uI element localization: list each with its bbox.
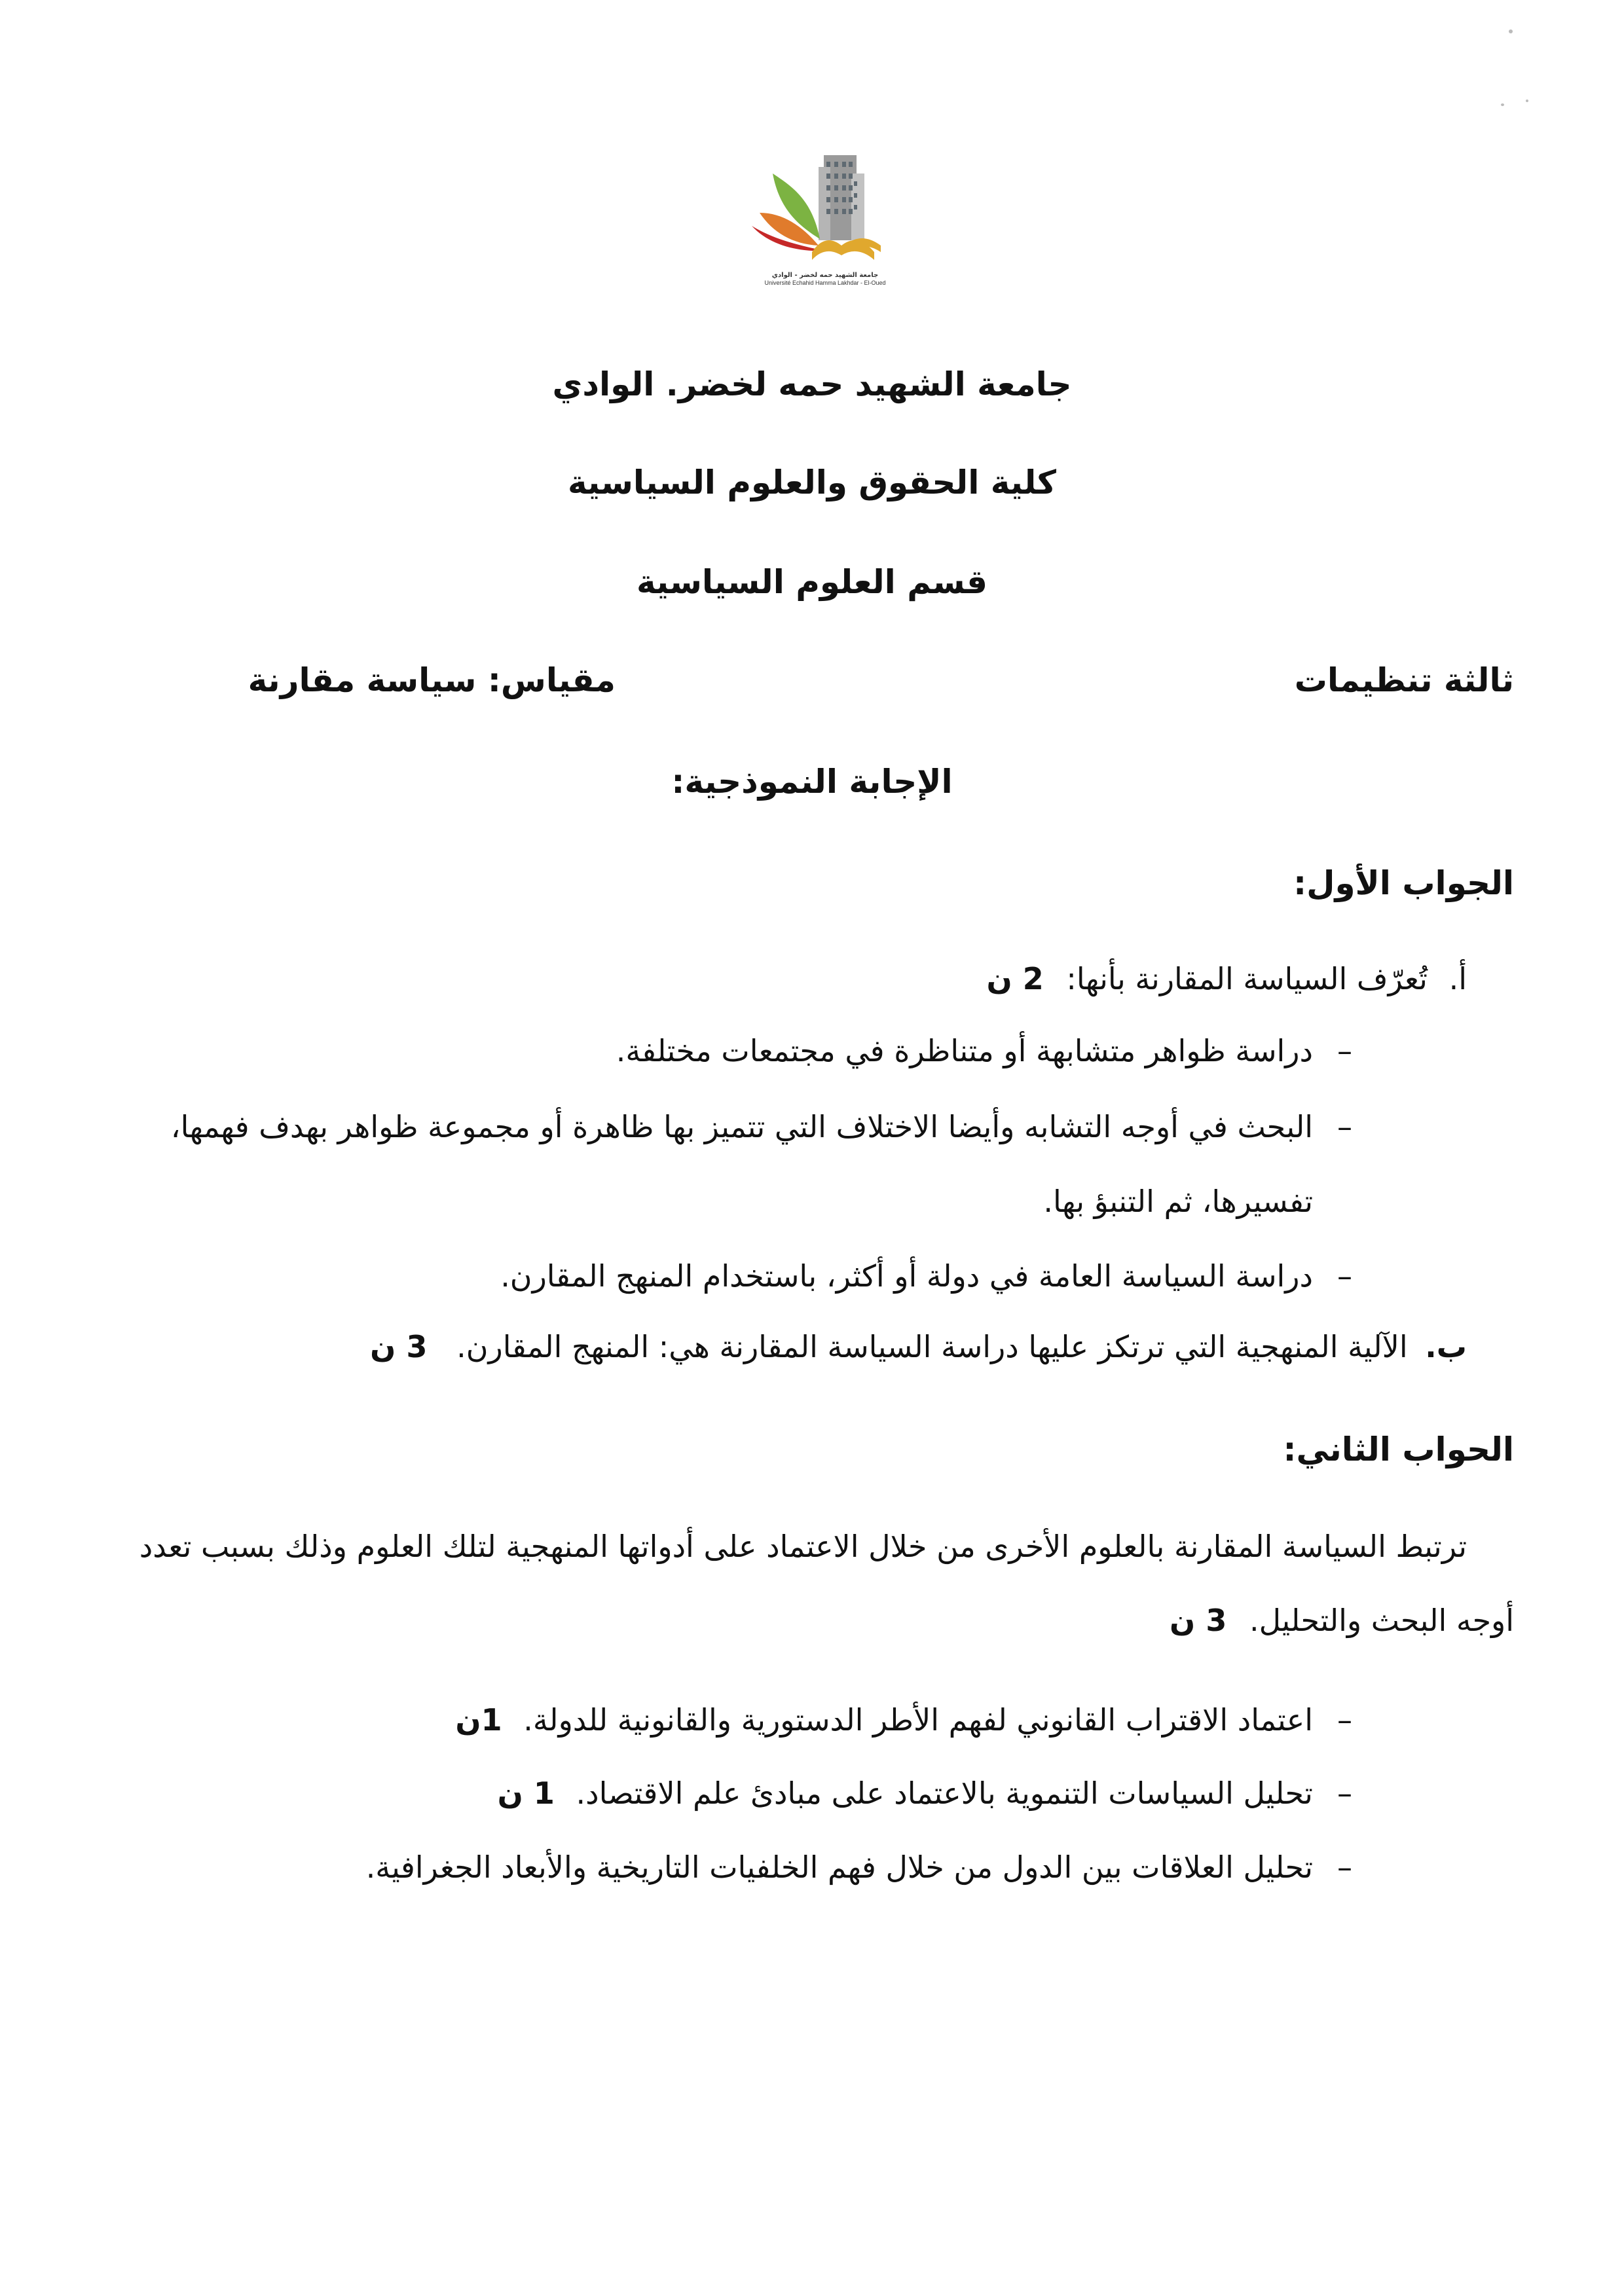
item-a-points: 2 ن — [986, 961, 1044, 996]
answer1-item-b — [370, 1329, 1467, 1365]
bullet-text: تحليل العلاقات بين الدول من خلال فهم الخلفيات التاريخية والأبعاد الجغرافية. — [365, 1850, 1313, 1885]
answer2-bullet-2 — [498, 1776, 1313, 1812]
bullet-dash: – — [1337, 1033, 1352, 1068]
answer1-heading: الجواب الأول: — [1293, 864, 1514, 902]
university-logo — [747, 147, 904, 298]
study-level: ثالثة تنظيمات — [1294, 661, 1514, 699]
university-logo-icon — [747, 147, 904, 272]
bullet-text: تحليل السياسات التنموية بالاعتماد على مبادئ علم الاقتصاد. — [576, 1776, 1313, 1811]
bullet-points: 1 ن — [497, 1776, 555, 1811]
doc-title: الإجابة النموذجية: — [671, 763, 953, 801]
answer2-bullet-3 — [366, 1850, 1313, 1886]
bullet-dash: – — [1337, 1702, 1352, 1738]
logo-caption-latin: Université Echahid Hamma Lakhdar - El-Oued — [764, 280, 886, 286]
para-line2-text: أوجه البحث والتحليل. — [1249, 1603, 1514, 1638]
department-name: قسم العلوم السياسية — [636, 563, 988, 601]
scan-speck — [1501, 103, 1504, 106]
item-b-text: الآلية المنهجية التي ترتكز عليها دراسة السياسة المقارنة هي: المنهج المقارن. — [456, 1329, 1408, 1364]
bullet-dash: – — [1337, 1776, 1352, 1811]
item-b-points: 3 ن — [370, 1329, 428, 1364]
answer2-bullet-1 — [455, 1702, 1313, 1738]
bullet-text: اعتماد الاقتراب القانوني لفهم الأطر الدستورية والقانونية للدولة. — [523, 1702, 1313, 1738]
para-points: 3 ن — [1170, 1603, 1227, 1638]
answer1-bullet-2: البحث في أوجه التشابه وأيضا الاختلاف التي تتميز بها ظاهرة أو مجموعة ظواهر بهدف فهمها، — [170, 1109, 1313, 1144]
course-name: مقياس: سياسة مقارنة — [248, 661, 616, 699]
answer2-heading: الحواب الثاني: — [1283, 1430, 1514, 1468]
bullet-dash: – — [1337, 1850, 1352, 1885]
bullet-points: 1ن — [455, 1702, 502, 1738]
bullet-dash: – — [1337, 1109, 1352, 1144]
scan-speck — [1526, 100, 1528, 102]
answer2-paragraph-line1: ترتبط السياسة المقارنة بالعلوم الأخرى من خلال الاعتماد على أدواتها المنهجية لتلك العلوم وذلك بسبب تعدد — [139, 1529, 1467, 1564]
item-b-marker: ب. — [1425, 1329, 1467, 1364]
answer1-bullet-1: دراسة ظواهر متشابهة أو متناظرة في مجتمعات مختلفة. — [616, 1033, 1313, 1068]
scan-speck — [1509, 29, 1513, 33]
answer1-bullet-3: دراسة السياسة العامة في دولة أو أكثر، باستخدام المنهج المقارن. — [500, 1258, 1313, 1294]
logo-caption-arabic: جامعة الشهيد حمه لخضر - الوادي — [771, 272, 879, 279]
faculty-name: كلية الحقوق والعلوم السياسية — [568, 464, 1056, 501]
answer1-bullet-2-cont: تفسيرها، ثم التنبؤ بها. — [1043, 1184, 1313, 1219]
answer1-item-a — [986, 961, 1467, 997]
item-a-text: تُعرّف السياسة المقارنة بأنها: — [1066, 961, 1428, 996]
answer2-paragraph-line2 — [1170, 1603, 1514, 1639]
bullet-dash: – — [1337, 1258, 1352, 1294]
item-a-marker: أ. — [1449, 961, 1467, 996]
university-name: جامعة الشهيد حمه لخضر. الوادي — [552, 365, 1072, 403]
